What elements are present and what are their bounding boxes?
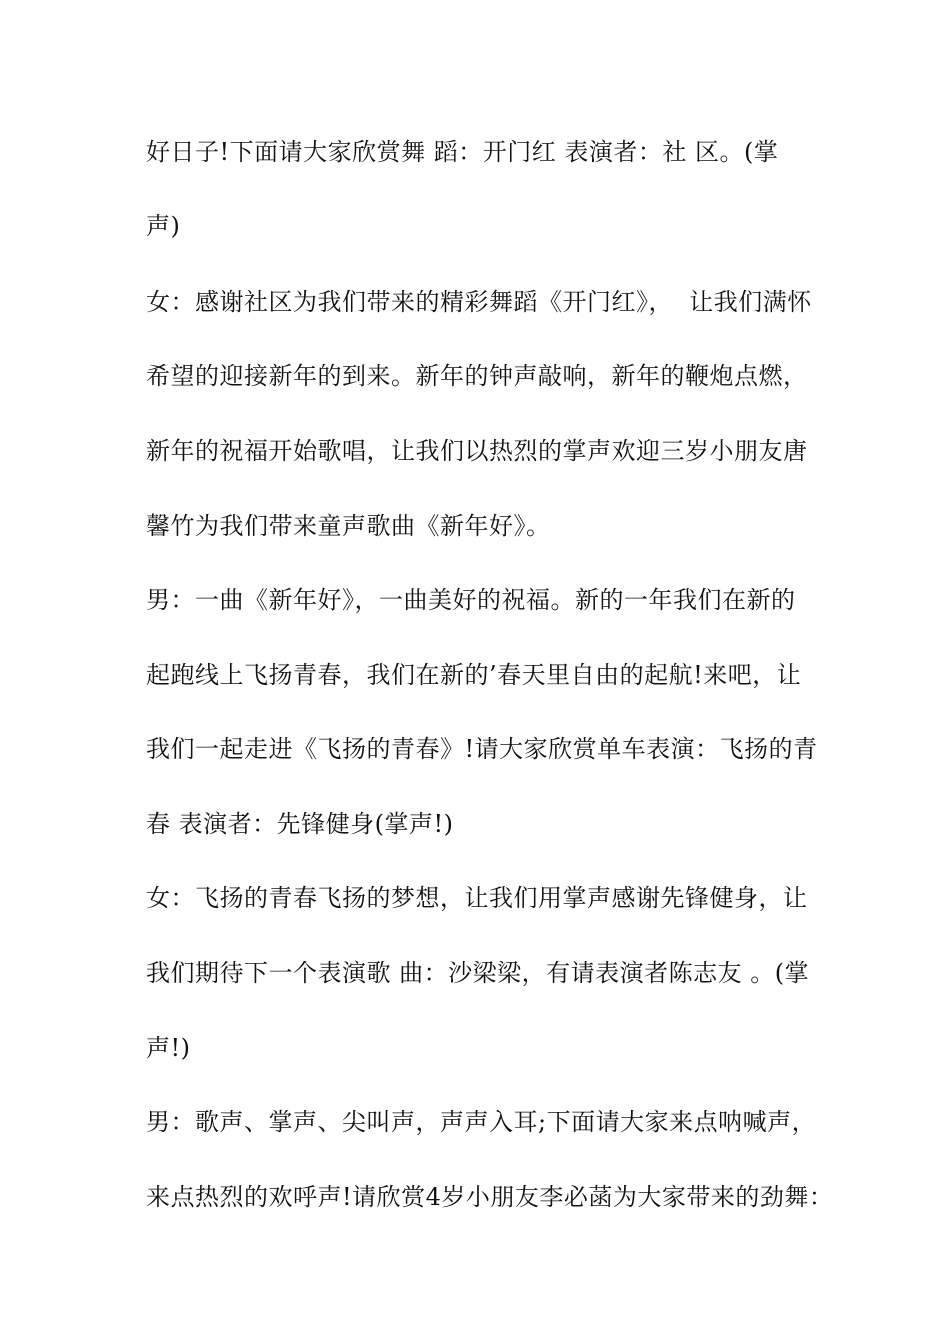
text-line-10: 春 表演者：先锋健身(掌声!) [146, 810, 454, 838]
text-line-12: 我们期待下一个表演歌 曲：沙梁梁，有请表演者陈志友 。(掌 [146, 959, 810, 987]
text-line-3: 女：感谢社区为我们带来的精彩舞蹈《开门红》， 让我们满怀 [146, 288, 812, 316]
text-line-13: 声!) [146, 1034, 191, 1062]
text-line-7: 男：一曲《新年好》，一曲美好的祝福。新的一年我们在新的 [146, 586, 796, 614]
text-line-5: 新年的祝福开始歌唱，让我们以热烈的掌声欢迎三岁小朋友唐 [146, 437, 808, 465]
text-line-9: 我们一起走进《飞扬的青春》!请大家欣赏单车表演：飞扬的青 [146, 735, 818, 763]
text-line-4: 希望的迎接新年的到来。新年的钟声敲响，新年的鞭炮点燃， [146, 362, 808, 390]
text-line-11: 女：飞扬的青春飞扬的梦想，让我们用掌声感谢先锋健身，让 [146, 884, 808, 912]
text-line-14: 男：歌声、掌声、尖叫声，声声入耳;下面请大家来点呐喊声， [146, 1108, 817, 1136]
text-line-1: 好日子!下面请大家欣赏舞 蹈：开门红 表演者：社 区。(掌 [146, 138, 779, 166]
text-line-15: 来点热烈的欢呼声!请欣赏4岁小朋友李必菡为大家带来的劲舞： [146, 1183, 834, 1211]
text-line-6: 馨竹为我们带来童声歌曲《新年好》。 [146, 512, 551, 540]
text-line-8: 起跑线上飞扬青春，我们在新的’春天里自由的起航!来吧，让 [146, 661, 802, 689]
text-line-2: 声) [146, 212, 181, 240]
